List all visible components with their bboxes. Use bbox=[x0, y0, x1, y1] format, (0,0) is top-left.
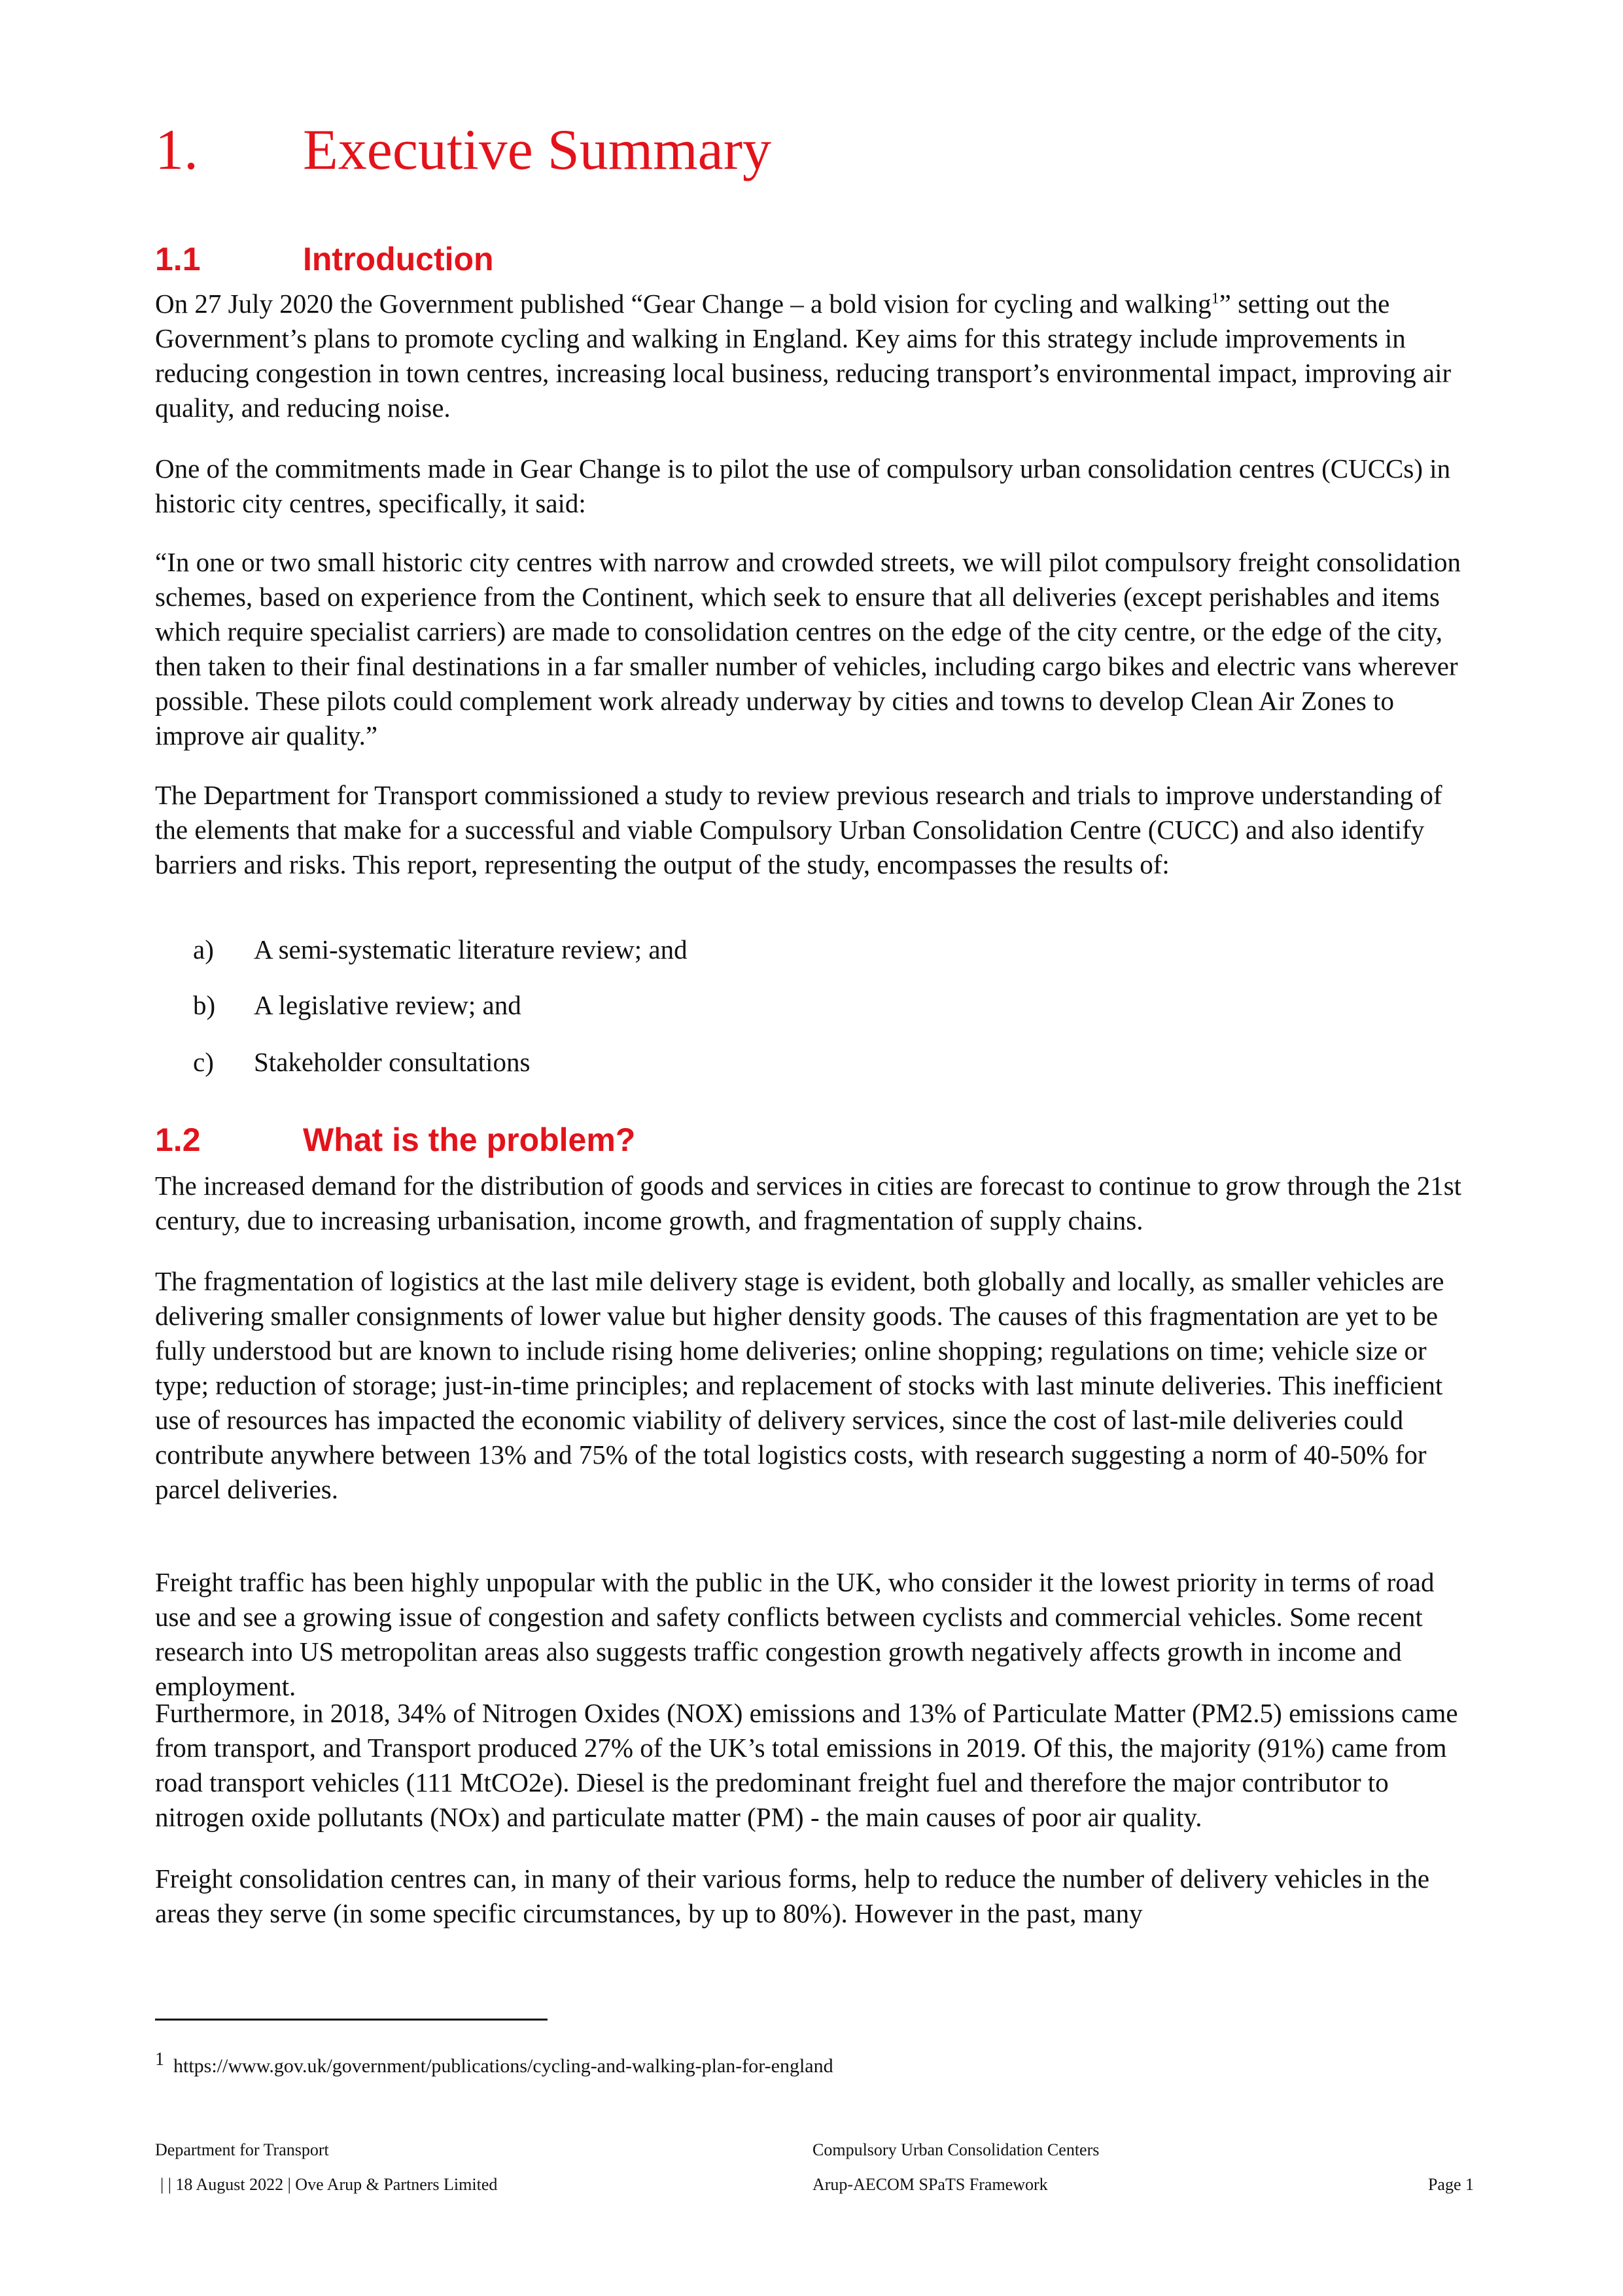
section-title: What is the problem? bbox=[303, 1122, 636, 1158]
chapter-title: Executive Summary bbox=[303, 118, 772, 182]
problem-paragraph-1: The increased demand for the distribution of goods and services in cities are forecast to continue to grow through the 21st century, due to increasing urbanisation, income growth, and fragmentation of supply chains. bbox=[155, 1171, 1462, 1235]
footer-document-title: Compulsory Urban Consolidation Centers bbox=[812, 2140, 1100, 2159]
problem-paragraph-5: Freight consolidation centres can, in many of their various forms, help to reduce the number of delivery vehicles in the areas they serve (in some specific circumstances, by up to 80%). However in the past, many bbox=[155, 1863, 1430, 1928]
footer-client: Department for Transport bbox=[155, 2140, 329, 2159]
section-number: 1.2 bbox=[155, 1122, 201, 1158]
chapter-number: 1. bbox=[155, 118, 198, 182]
list-marker: c) bbox=[193, 1047, 214, 1077]
section-heading-problem bbox=[155, 1120, 635, 1159]
footnote-link[interactable]: https://www.gov.uk/government/publications/cycling-and-walking-plan-for-england bbox=[173, 2055, 833, 2077]
footnote-separator bbox=[155, 2019, 548, 2021]
gear-change-quote: “In one or two small historic city centres with narrow and crowded streets, we will pilot compulsory freight consolidation schemes, based on experience from the Continent, which seek to ensure that all deliveries (except perishables and items which require specialist carriers) are made to consolidation centres on the edge of the city centre, or the edge of the city, then taken to their final destinations in a far smaller number of vehicles, including cargo bikes and electric vans wherever possible. These pilots could complement work already underway by cities and towns to develop Clean Air Zones to improve air quality.” bbox=[155, 547, 1461, 751]
intro-paragraph-2: One of the commitments made in Gear Change is to pilot the use of compulsory urban consolidation centres (CUCCs) in historic city centres, specifically, it said: bbox=[155, 453, 1451, 518]
intro-paragraph-1 bbox=[155, 287, 1475, 425]
footer-framework: Arup-AECOM SPaTS Framework bbox=[812, 2175, 1048, 2194]
list-marker: b) bbox=[193, 990, 216, 1020]
list-item bbox=[193, 1045, 530, 1080]
list-text: A legislative review; and bbox=[254, 990, 521, 1020]
section-number: 1.1 bbox=[155, 241, 201, 277]
footnote-reference[interactable]: 1 bbox=[1211, 290, 1219, 308]
paragraph-text: ” setting out the Government’s plans to promote cycling and walking in England. Key aims for this strategy include improvements in reducing congestion in town centres, increasing local business, reducing transport’s environmental impact, improving air quality, and reducing noise. bbox=[155, 289, 1452, 423]
footer-meta: | | 18 August 2022 | Ove Arup & Partners Limited bbox=[160, 2175, 498, 2194]
chapter-heading bbox=[155, 118, 771, 183]
list-text: Stakeholder consultations bbox=[254, 1047, 531, 1077]
list-item bbox=[193, 988, 521, 1023]
list-marker: a) bbox=[193, 934, 214, 964]
problem-paragraph-2: The fragmentation of logistics at the last mile delivery stage is evident, both globally and locally, as smaller vehicles are delivering smaller consignments of lower value but higher density goods. The causes of this fragmentation are yet to be fully understood but are known to include rising home deliveries; online shopping; regulations on time; vehicle size or type; reduction of storage; just-in-time principles; and replacement of stocks with last minute deliveries. This inefficient use of resources has impacted the economic viability of delivery services, since the cost of last-mile deliveries could contribute anywhere between 13% and 75% of the total logistics costs, with research suggesting a norm of 40-50% for parcel deliveries. bbox=[155, 1266, 1444, 1504]
paragraph-text: On 27 July 2020 the Government published “Gear Change – a bold vision for cycling and walking bbox=[155, 289, 1212, 319]
problem-paragraph-4: Furthermore, in 2018, 34% of Nitrogen Oxides (NOX) emissions and 13% of Particulate Matter (PM2.5) emissions came from transport, and Transport produced 27% of the UK’s total emissions in 2019. Of this, the majority (91%) came from road transport vehicles (111 MtCO2e). Diesel is the predominant freight fuel and therefore the major contributor to nitrogen oxide pollutants (NOx) and particulate matter (PM) - the main causes of poor air quality. bbox=[155, 1698, 1458, 1832]
list-item bbox=[193, 932, 688, 967]
footnote-marker: 1 bbox=[155, 2049, 164, 2070]
footer-page-number: Page 1 bbox=[1427, 2175, 1474, 2194]
footnote bbox=[155, 2049, 833, 2079]
list-text: A semi-systematic literature review; and bbox=[254, 934, 688, 964]
section-title: Introduction bbox=[303, 241, 494, 277]
problem-paragraph-3: Freight traffic has been highly unpopular with the public in the UK, who consider it the lowest priority in terms of road use and see a growing issue of congestion and safety conflicts between cyclists and commercial vehicles. Some recent research into US metropolitan areas also suggests traffic congestion growth negatively affects growth in income and employment. bbox=[155, 1567, 1435, 1701]
section-heading-introduction bbox=[155, 239, 494, 279]
intro-paragraph-4: The Department for Transport commissioned a study to review previous research and trials to improve understanding of the elements that make for a successful and viable Compulsory Urban Consolidation Centre (CUCC) and also identify barriers and risks. This report, representing the output of the study, encompasses the results of: bbox=[155, 780, 1442, 879]
